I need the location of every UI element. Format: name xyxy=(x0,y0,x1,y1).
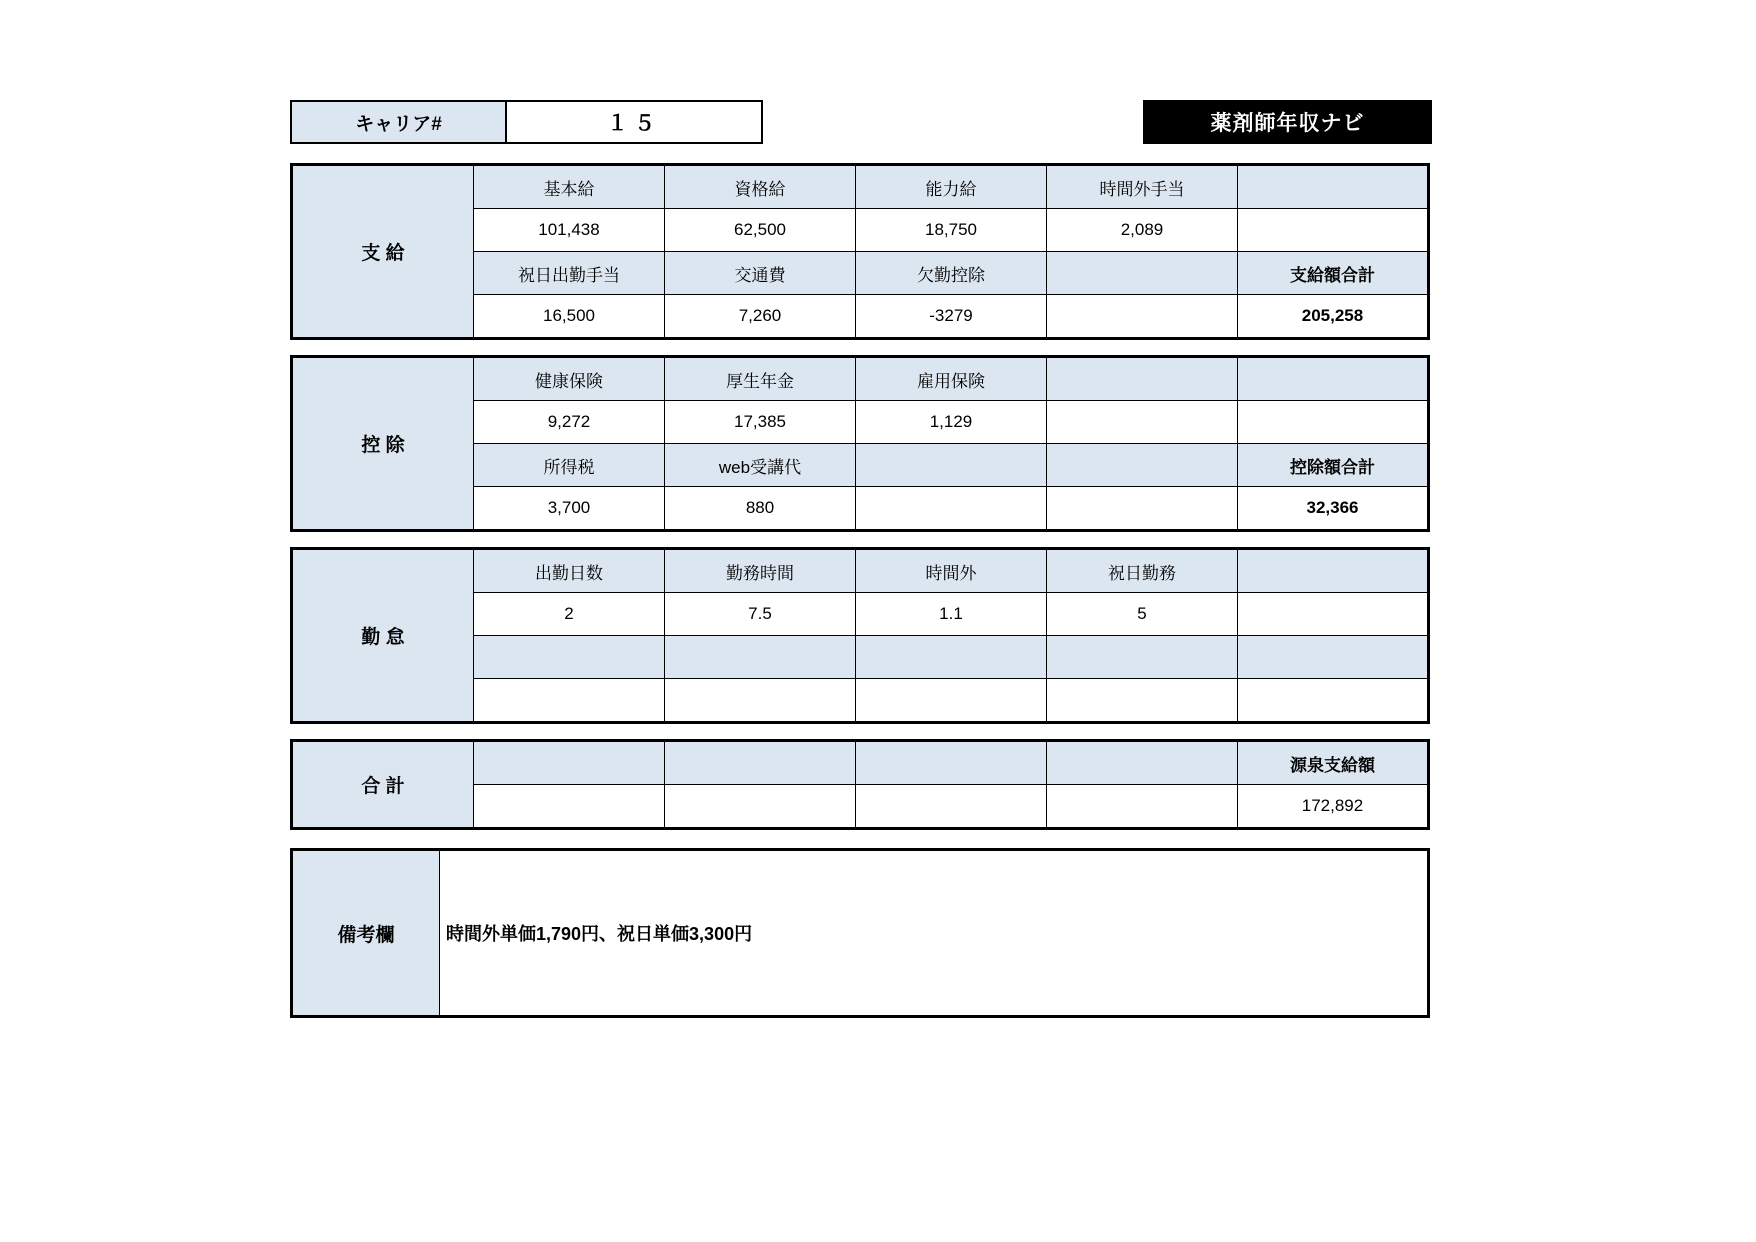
kojo-cell-r1c1: 17,385 xyxy=(665,401,856,444)
gokei-cell-r1c1 xyxy=(665,785,856,829)
kojo-cell-r2c1: web受講代 xyxy=(665,444,856,487)
career-number-value: １５ xyxy=(507,102,761,142)
gokei-cell-r0c0 xyxy=(474,741,665,785)
deduction-table xyxy=(290,355,1430,532)
shikyu-cell-r2c2: 欠勤控除 xyxy=(856,252,1047,295)
kintai-cell-r2c2 xyxy=(856,636,1047,679)
shikyu-cell-r3c3 xyxy=(1047,295,1238,339)
career-number-box xyxy=(290,100,763,144)
shikyu-cell-r1c3: 2,089 xyxy=(1047,209,1238,252)
kojo-cell-r3c3 xyxy=(1047,487,1238,531)
kojo-cell-r3c2 xyxy=(856,487,1047,531)
gokei-row-0 xyxy=(292,741,1429,785)
remarks-text: 時間外単価1,790円、祝日単価3,300円 xyxy=(440,851,1427,1015)
kintai-cell-r2c0 xyxy=(474,636,665,679)
gokei-cell-r1c2 xyxy=(856,785,1047,829)
shikyu-cell-r3c1: 7,260 xyxy=(665,295,856,339)
shikyu-cell-r0c4 xyxy=(1238,165,1429,209)
shikyu-cell-r0c2: 能力給 xyxy=(856,165,1047,209)
gokei-cell-r1c0 xyxy=(474,785,665,829)
remarks-label: 備考欄 xyxy=(293,851,440,1015)
shikyu-cell-r0c0: 基本給 xyxy=(474,165,665,209)
gokei-cell-r0c1 xyxy=(665,741,856,785)
gokei-cell-r0c3 xyxy=(1047,741,1238,785)
kintai-cell-r1c2: 1.1 xyxy=(856,593,1047,636)
shikyu-row-0 xyxy=(292,165,1429,209)
kojo-cell-r0c0: 健康保険 xyxy=(474,357,665,401)
shikyu-cell-r3c2: -3279 xyxy=(856,295,1047,339)
kojo-cell-r3c0: 3,700 xyxy=(474,487,665,531)
kintai-cell-r3c2 xyxy=(856,679,1047,723)
kintai-cell-r3c0 xyxy=(474,679,665,723)
kintai-cell-r3c4 xyxy=(1238,679,1429,723)
shikyu-cell-r2c0: 祝日出勤手当 xyxy=(474,252,665,295)
payment-table xyxy=(290,163,1430,340)
kojo-cell-r1c4 xyxy=(1238,401,1429,444)
kintai-cell-r3c3 xyxy=(1047,679,1238,723)
kintai-cell-r1c0: 2 xyxy=(474,593,665,636)
gokei-cell-r1c3 xyxy=(1047,785,1238,829)
kojo-cell-r0c4 xyxy=(1238,357,1429,401)
kintai-section-label: 勤 怠 xyxy=(292,549,474,723)
remarks-box xyxy=(290,848,1430,1018)
shikyu-cell-r1c0: 101,438 xyxy=(474,209,665,252)
shikyu-cell-r0c1: 資格給 xyxy=(665,165,856,209)
gokei-cell-r0c4: 源泉支給額 xyxy=(1238,741,1429,785)
kojo-cell-r1c0: 9,272 xyxy=(474,401,665,444)
kojo-row-0 xyxy=(292,357,1429,401)
gokei-cell-r1c4: 172,892 xyxy=(1238,785,1429,829)
kojo-cell-r2c2 xyxy=(856,444,1047,487)
kintai-row-0 xyxy=(292,549,1429,593)
shikyu-section-label: 支 給 xyxy=(292,165,474,339)
kojo-cell-r0c3 xyxy=(1047,357,1238,401)
kojo-section-label: 控 除 xyxy=(292,357,474,531)
kintai-cell-r3c1 xyxy=(665,679,856,723)
kintai-cell-r1c3: 5 xyxy=(1047,593,1238,636)
shikyu-cell-r1c1: 62,500 xyxy=(665,209,856,252)
kojo-cell-r1c2: 1,129 xyxy=(856,401,1047,444)
kintai-cell-r0c3: 祝日勤務 xyxy=(1047,549,1238,593)
shikyu-cell-r1c2: 18,750 xyxy=(856,209,1047,252)
kintai-cell-r1c4 xyxy=(1238,593,1429,636)
kojo-cell-r1c3 xyxy=(1047,401,1238,444)
kojo-cell-r3c1: 880 xyxy=(665,487,856,531)
career-number-label: キャリア# xyxy=(292,102,507,142)
shikyu-cell-r2c4: 支給額合計 xyxy=(1238,252,1429,295)
kojo-cell-r0c2: 雇用保険 xyxy=(856,357,1047,401)
shikyu-cell-r2c3 xyxy=(1047,252,1238,295)
kojo-cell-r0c1: 厚生年金 xyxy=(665,357,856,401)
kojo-cell-r3c4: 32,366 xyxy=(1238,487,1429,531)
shikyu-cell-r0c3: 時間外手当 xyxy=(1047,165,1238,209)
kojo-cell-r2c4: 控除額合計 xyxy=(1238,444,1429,487)
kojo-cell-r2c0: 所得税 xyxy=(474,444,665,487)
shikyu-cell-r2c1: 交通費 xyxy=(665,252,856,295)
gokei-section-label: 合 計 xyxy=(292,741,474,829)
gokei-cell-r0c2 xyxy=(856,741,1047,785)
kintai-cell-r0c2: 時間外 xyxy=(856,549,1047,593)
attendance-table xyxy=(290,547,1430,724)
total-table xyxy=(290,739,1430,830)
kintai-cell-r2c1 xyxy=(665,636,856,679)
shikyu-cell-r3c0: 16,500 xyxy=(474,295,665,339)
kojo-cell-r2c3 xyxy=(1047,444,1238,487)
kintai-cell-r0c4 xyxy=(1238,549,1429,593)
kintai-cell-r0c0: 出勤日数 xyxy=(474,549,665,593)
shikyu-cell-r3c4: 205,258 xyxy=(1238,295,1429,339)
kintai-cell-r2c4 xyxy=(1238,636,1429,679)
shikyu-cell-r1c4 xyxy=(1238,209,1429,252)
kintai-cell-r2c3 xyxy=(1047,636,1238,679)
kintai-cell-r1c1: 7.5 xyxy=(665,593,856,636)
kintai-cell-r0c1: 勤務時間 xyxy=(665,549,856,593)
brand-title: 薬剤師年収ナビ xyxy=(1143,100,1432,144)
